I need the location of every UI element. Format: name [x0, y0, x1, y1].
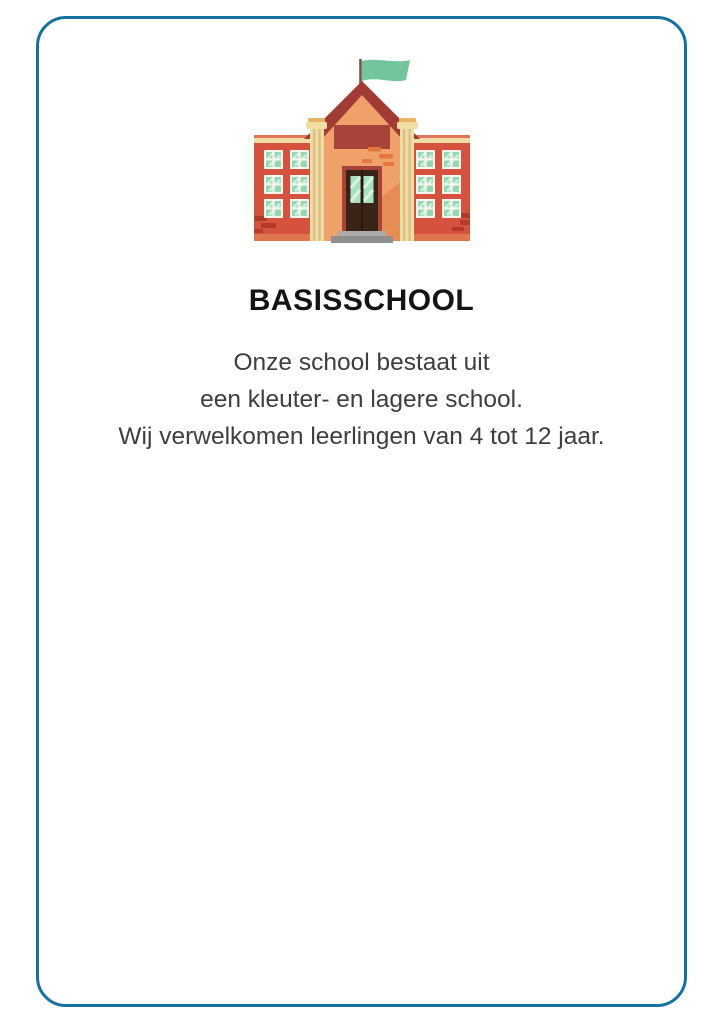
right-wing: [406, 135, 470, 241]
school-building-illustration: [252, 55, 472, 245]
front-door: [342, 166, 382, 241]
content-card: [36, 16, 687, 1007]
intro-line-2: een kleuter- en lagere school.: [200, 386, 523, 413]
intro-text: [118, 344, 604, 455]
page-title: BASISSCHOOL: [248, 284, 475, 317]
green-flag-icon: [362, 60, 410, 81]
intro-line-1: Onze school bestaat uit: [233, 349, 490, 376]
left-wing: [254, 135, 318, 241]
entrance-steps: [331, 231, 393, 243]
tower-sign: [334, 125, 390, 149]
intro-line-3: Wij verwelkomen leerlingen van 4 tot 12 jaar.: [118, 423, 605, 450]
